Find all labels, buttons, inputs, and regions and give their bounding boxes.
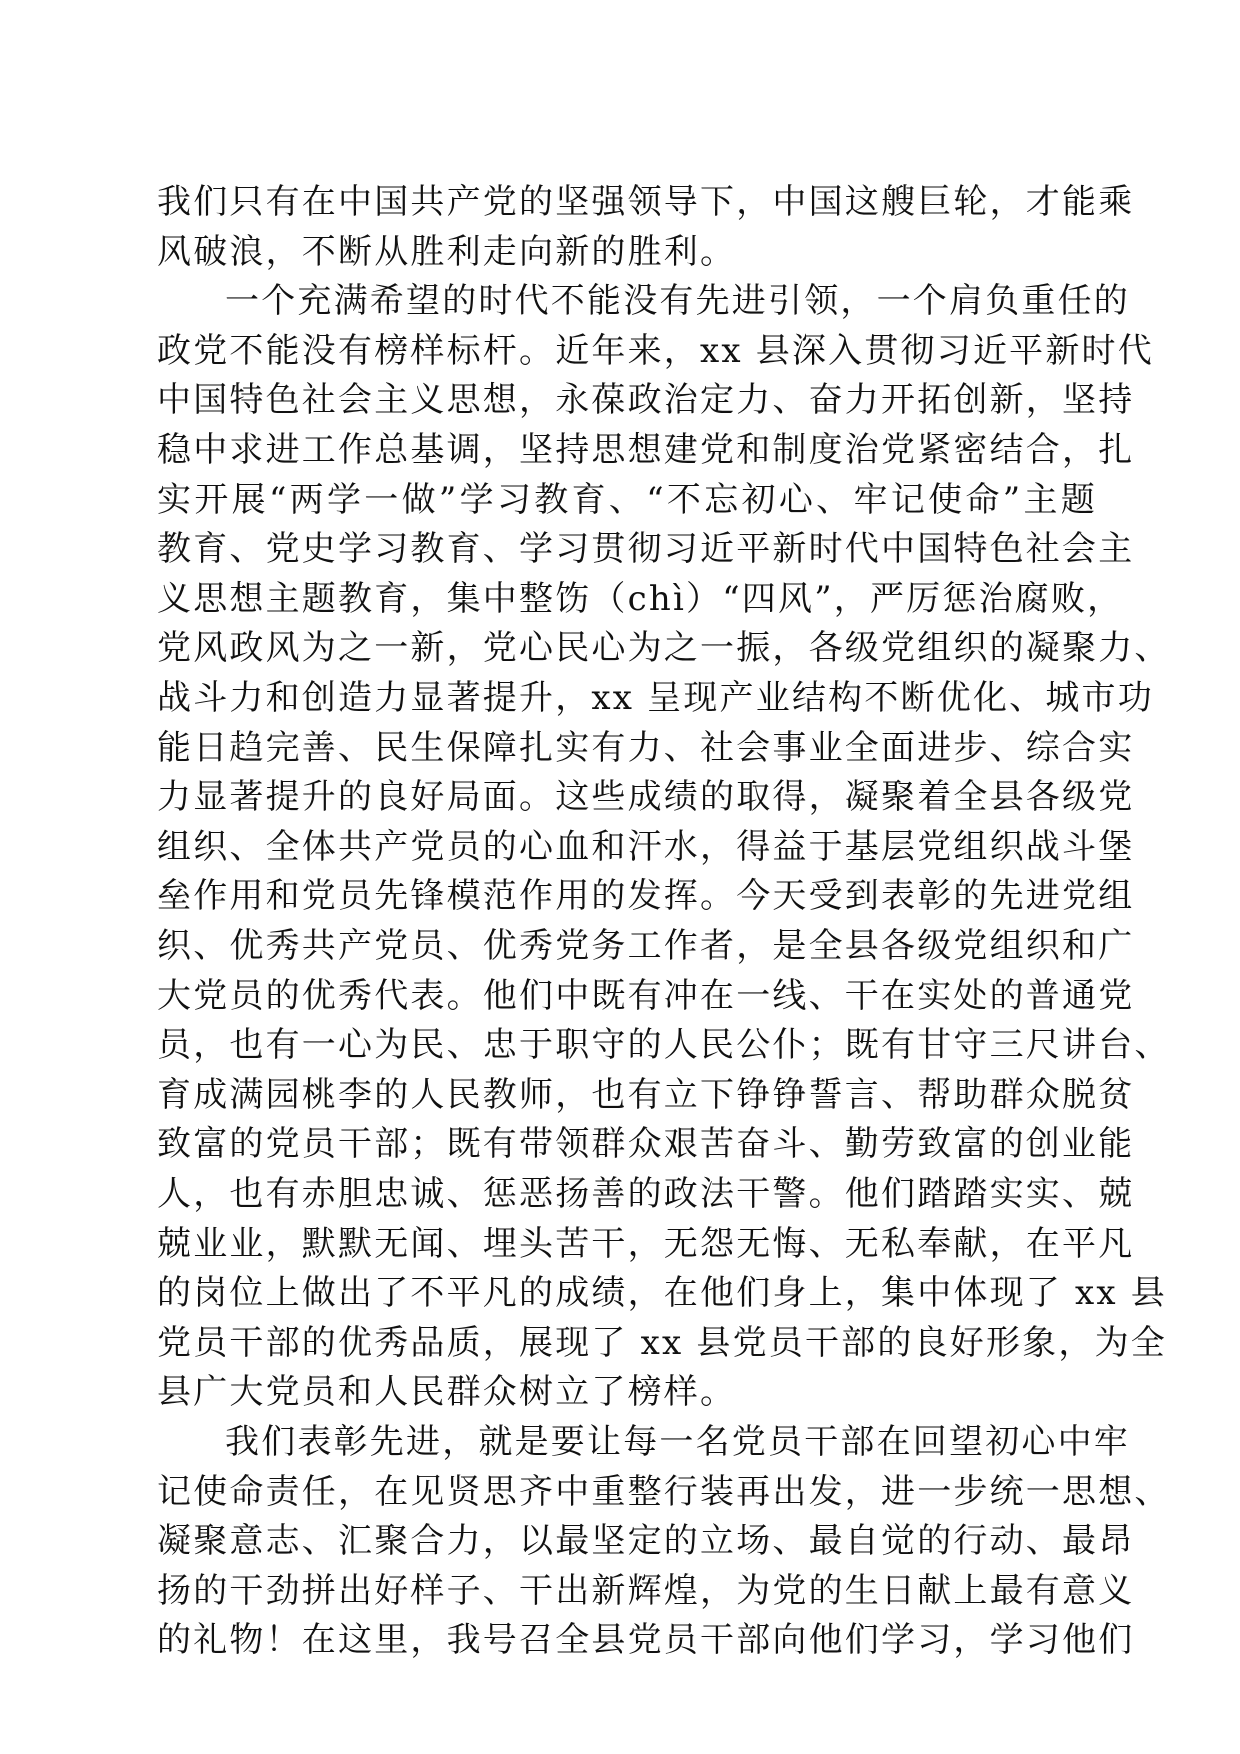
- text-line: 党员干部的优秀品质，展现了 xx 县党员干部的良好形象，为全: [157, 1322, 1167, 1363]
- text-line: 能日趋完善、民生保障扎实有力、社会事业全面进步、综合实: [157, 727, 1135, 768]
- text-line: 的岗位上做出了不平凡的成绩，在他们身上，集中体现了 xx 县: [157, 1273, 1167, 1314]
- text-line: 稳中求进工作总基调，坚持思想建党和制度治党紧密结合，扎: [157, 430, 1135, 470]
- text-line: 垒作用和党员先锋模范作用的发挥。今天受到表彰的先进党组: [157, 876, 1135, 917]
- text-line: 义思想主题教育，集中整饬（chì）“四风”，严厉惩治腐败，: [157, 578, 1124, 619]
- text-line: 县广大党员和人民群众树立了榜样。: [157, 1372, 737, 1413]
- paragraph-first-line: 一个充满希望的时代不能没有先进引领，一个肩负重任的: [225, 281, 1130, 322]
- text-line: 党风政风为之一新，党心民心为之一振，各级党组织的凝聚力、: [157, 628, 1171, 669]
- paragraph-first-line: 我们表彰先进，就是要让每一名党员干部在回望初心中牢: [225, 1422, 1130, 1462]
- text-line: 致富的党员干部；既有带领群众艰苦奋斗、勤劳致富的创业能: [157, 1124, 1135, 1165]
- text-line: 人，也有赤胆忠诚、惩恶扬善的政法干警。他们踏踏实实、兢: [157, 1174, 1135, 1214]
- text-line: 风破浪，不断从胜利走向新的胜利。: [157, 231, 737, 272]
- text-line: 织、优秀共产党员、优秀党务工作者，是全县各级党组织和广: [157, 926, 1135, 966]
- text-line: 的礼物！在这里，我号召全县党员干部向他们学习，学习他们: [157, 1620, 1135, 1661]
- text-line: 组织、全体共产党员的心血和汗水，得益于基层党组织战斗堡: [157, 826, 1135, 867]
- text-line: 政党不能没有榜样标杆。近年来，xx 县深入贯彻习近平新时代: [157, 330, 1154, 371]
- text-line: 教育、党史学习教育、学习贯彻习近平新时代中国特色社会主: [157, 529, 1135, 570]
- text-line: 育成满园桃李的人民教师，也有立下铮铮誓言、帮助群众脱贫: [157, 1074, 1135, 1115]
- text-line: 我们只有在中国共产党的坚强领导下，中国这艘巨轮，才能乘: [157, 182, 1135, 222]
- text-line: 凝聚意志、汇聚合力，以最坚定的立场、最自觉的行动、最昂: [157, 1521, 1135, 1562]
- text-line: 中国特色社会主义思想，永葆政治定力、奋力开拓创新，坚持: [157, 380, 1135, 421]
- text-line: 扬的干劲拼出好样子、干出新辉煌，为党的生日献上最有意义: [157, 1570, 1135, 1611]
- text-line: 战斗力和创造力显著提升，xx 呈现产业结构不断优化、城市功: [157, 678, 1154, 718]
- text-line: 员，也有一心为民、忠于职守的人民公仆；既有甘守三尺讲台、: [157, 1025, 1171, 1066]
- text-line: 记使命责任，在见贤思齐中重整行装再出发，进一步统一思想、: [157, 1471, 1171, 1512]
- text-line: 兢业业，默默无闻、埋头苦干，无怨无悔、无私奉献，在平凡: [157, 1223, 1135, 1264]
- text-line: 大党员的优秀代表。他们中既有冲在一线、干在实处的普通党: [157, 975, 1135, 1016]
- text-line: 实开展“两学一做”学习教育、“不忘初心、牢记使命”主题: [157, 479, 1097, 520]
- text-line: 力显著提升的良好局面。这些成绩的取得，凝聚着全县各级党: [157, 777, 1135, 818]
